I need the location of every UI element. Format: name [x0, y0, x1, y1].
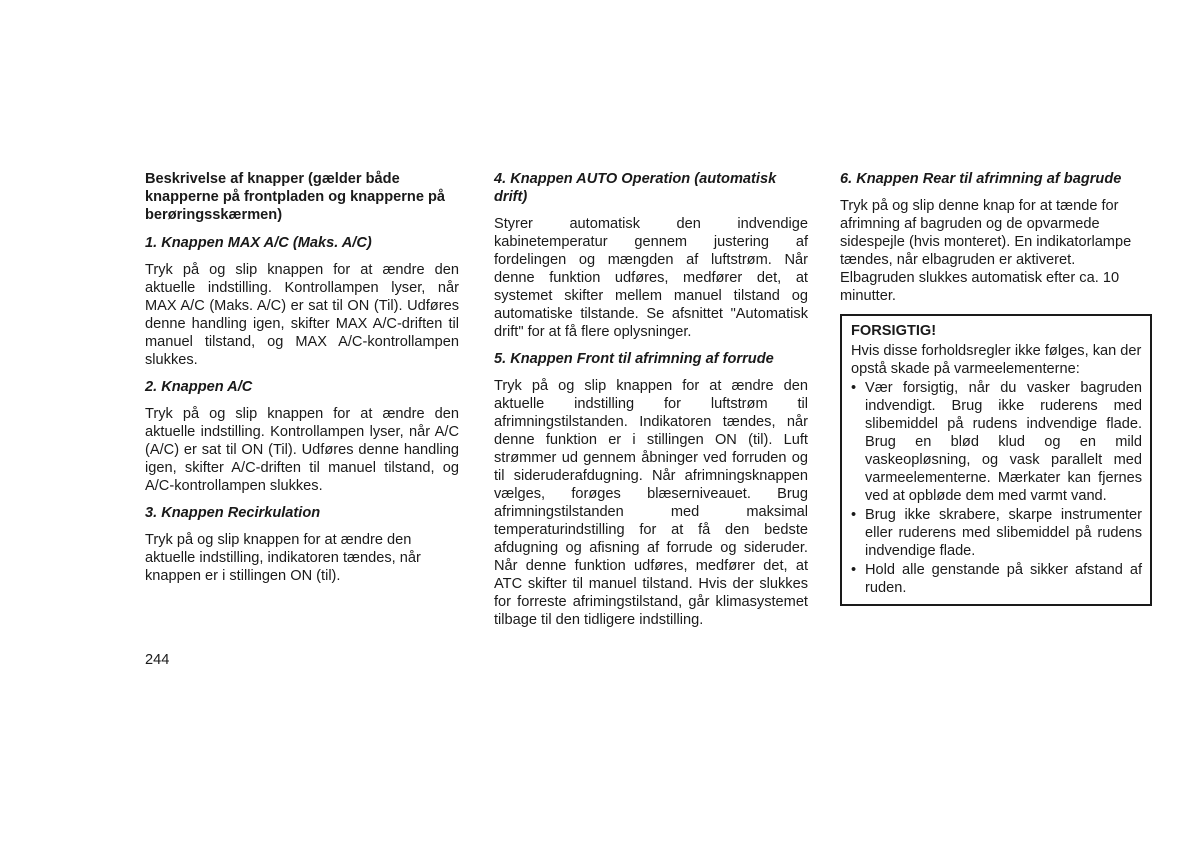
bullet-icon: •: [851, 380, 857, 396]
section-heading-max-ac: 1. Knappen MAX A/C (Maks. A/C): [145, 235, 372, 251]
warning-box: [840, 314, 1152, 606]
warning-list: [851, 379, 1142, 597]
column-middle: [494, 170, 808, 638]
section-heading-rear-defrost: 6. Knappen Rear til afrimning af bagrude: [840, 171, 1122, 187]
warning-intro: Hvis disse forholdsregler ikke følges, kan der opstå skade på varmeelementerne:: [851, 343, 1142, 377]
list-item-text: Brug ikke skrabere, skarpe instrumenter eller ruderens med slibemiddel på rudens indvendige flade.: [865, 507, 1142, 559]
warning-title: FORSIGTIG!: [851, 323, 937, 339]
list-item: [851, 506, 1142, 560]
intro-heading: Beskrivelse af knapper (gælder både knapperne på frontpladen og knapperne på berøringsskærmen): [145, 171, 446, 223]
column-right: [840, 170, 1152, 606]
list-item-text: Vær forsigtig, når du vasker bagruden indvendigt. Brug ikke ruderens med slibemiddel på rudens indvendige flade. Brug en blød klud og en mild vaskeopløsning, og vask parallelt med varmeelementerne. Mærkater kan fjernes ved at opbløde dem med varmt vand.: [865, 380, 1142, 504]
list-item-text: Hold alle genstande på sikker afstand af ruden.: [865, 562, 1142, 596]
section-text-auto: Styrer automatisk den indvendige kabinetemperatur gennem justering af fordelingen og mængden af luftstrøm. Når denne funktion udføres, medfører det, at systemet skifter mellem manuel tilstand og automatiske tilstande. Se afsnittet "Automatisk drift" for at få flere oplysninger.: [494, 216, 808, 340]
section-heading-recirculation: 3. Knappen Recirkulation: [145, 505, 321, 521]
list-item: [851, 561, 1142, 597]
section-text-ac: Tryk på og slip knappen for at ændre den aktuelle indstilling. Kontrollampen lyser, når A/C (A/C) er sat til ON (Til). Udføres denne handling igen, skifter A/C-driften til manuel tilstand, og A/C-kontrollampen slukkes.: [145, 406, 459, 494]
section-text-rear-defrost: Tryk på og slip denne knap for at tænde for afrimning af bagruden og de opvarmede sidespejle (hvis monteret). En indikatorlampe tændes, når elbagruden er aktiveret. Elbagruden slukkes automatisk efter ca. 10 minutter.: [840, 198, 1132, 304]
section-text-max-ac: Tryk på og slip knappen for at ændre den aktuelle indstilling. Kontrollampen lyser, når MAX A/C (Maks. A/C) er sat til ON (Til). Udføres denne handling igen, skifter MAX A/C-driften til manuel tilstand, og MAX A/C-kontrollampen slukkes.: [145, 262, 459, 368]
section-heading-auto: 4. Knappen AUTO Operation (automatisk drift): [494, 171, 777, 205]
column-left: [145, 170, 459, 594]
bullet-icon: •: [851, 562, 857, 578]
section-heading-ac: 2. Knappen A/C: [145, 379, 253, 395]
section-text-recirculation: Tryk på og slip knappen for at ændre den aktuelle indstilling, indikatoren tændes, når knappen er i stillingen ON (til).: [145, 532, 421, 584]
bullet-icon: •: [851, 507, 857, 523]
section-heading-front-defrost: 5. Knappen Front til afrimning af forrude: [494, 351, 774, 367]
page-number: 244: [145, 652, 170, 668]
list-item: [851, 379, 1142, 505]
section-text-front-defrost: Tryk på og slip knappen for at ændre den aktuelle indstilling for luftstrøm til afrimningstilstanden. Indikatoren tændes, når denne funktion er i stillingen ON (til). Luft strømmer ud gennem åbninger ved forruden og til sideruderafdugning. Når afrimningsknappen vælges, forøges blæserniveauet. Brug afrimningstilstanden med maksimal temperaturindstilling for at få den bedste afdugning og afisning af forrude og sideruder. Når denne funktion udføres, medfører det, at ATC skifter til manuel tilstand. Hvis der slukkes for forreste afrimingstilstand, går klimasystemet tilbage til den tidligere indstilling.: [494, 378, 808, 628]
